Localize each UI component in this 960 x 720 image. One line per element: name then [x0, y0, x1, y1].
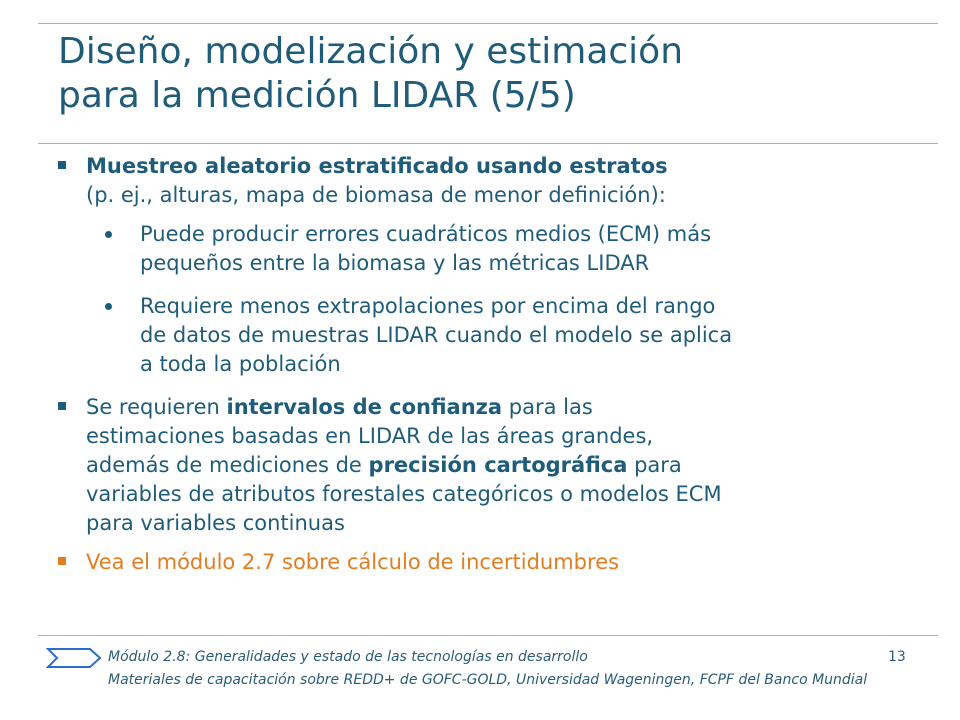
- square-bullet-icon: [58, 557, 66, 565]
- sub-bullet-1-line-1: Puede producir errores cuadráticos medios (ECM) más: [140, 222, 712, 246]
- bullet-2-line-4: variables de atributos forestales categóricos o modelos ECM: [86, 482, 722, 506]
- round-bullet-icon: [105, 231, 112, 238]
- bullet-3-line-1: Vea el módulo 2.7 sobre cálculo de incertidumbres: [86, 550, 620, 574]
- square-bullet-icon: [58, 161, 66, 169]
- bullet-confidence-intervals: [58, 393, 918, 538]
- footer-rule: [38, 635, 938, 636]
- text-segment: para las: [502, 395, 593, 419]
- square-bullet-icon: [58, 402, 66, 410]
- sub-bullet-1-line-2: pequeños entre la biomasa y las métricas LIDAR: [140, 251, 650, 275]
- bullet-1-line-2: (p. ej., alturas, mapa de biomasa de menor definición):: [86, 183, 666, 207]
- text-segment: Se requieren: [86, 395, 227, 419]
- top-rule: [38, 23, 938, 24]
- bullet-stratified-sampling: [58, 152, 918, 210]
- bold-phrase: intervalos de confianza: [226, 395, 503, 419]
- sub-bullet-ecm: [58, 220, 918, 278]
- title-rule: [38, 143, 938, 144]
- round-bullet-icon: [105, 303, 112, 310]
- bullet-1-line-1: [86, 152, 918, 181]
- footer-credits: Materiales de capacitación sobre REDD+ de GOFC-GOLD, Universidad Wageningen, FCPF del Banco Mundial: [108, 672, 868, 688]
- title-line-1: Diseño, modelización y estimación: [58, 31, 684, 72]
- bullet-2-line-3: [86, 451, 918, 480]
- text-segment: para: [627, 453, 682, 477]
- slide-title: [58, 30, 918, 118]
- bold-phrase: Muestreo aleatorio estratificado usando estratos: [86, 154, 668, 178]
- page-number: 13: [888, 649, 906, 665]
- bold-phrase: precisión cartográfica: [368, 453, 628, 477]
- slide-body: [58, 152, 918, 587]
- sub-bullet-extrapolation: [58, 292, 918, 379]
- bullet-see-module: [58, 548, 918, 577]
- bullet-2-line-2: estimaciones basadas en LIDAR de las áreas grandes,: [86, 424, 654, 448]
- sub-bullet-2-line-3: a toda la población: [140, 352, 341, 376]
- sub-bullet-2-line-1: Requiere menos extrapolaciones por encima del rango: [140, 294, 716, 318]
- footer-module: Módulo 2.8: Generalidades y estado de las tecnologías en desarrollo: [108, 649, 588, 665]
- bullet-2-line-5: para variables continuas: [86, 511, 345, 535]
- title-line-2: para la medición LIDAR (5/5): [58, 75, 576, 116]
- sub-bullet-2-line-2: de datos de muestras LIDAR cuando el modelo se aplica: [140, 323, 733, 347]
- text-segment: además de mediciones de: [86, 453, 369, 477]
- bullet-2-line-1: [86, 393, 918, 422]
- chevron-arrow-icon: [46, 647, 102, 669]
